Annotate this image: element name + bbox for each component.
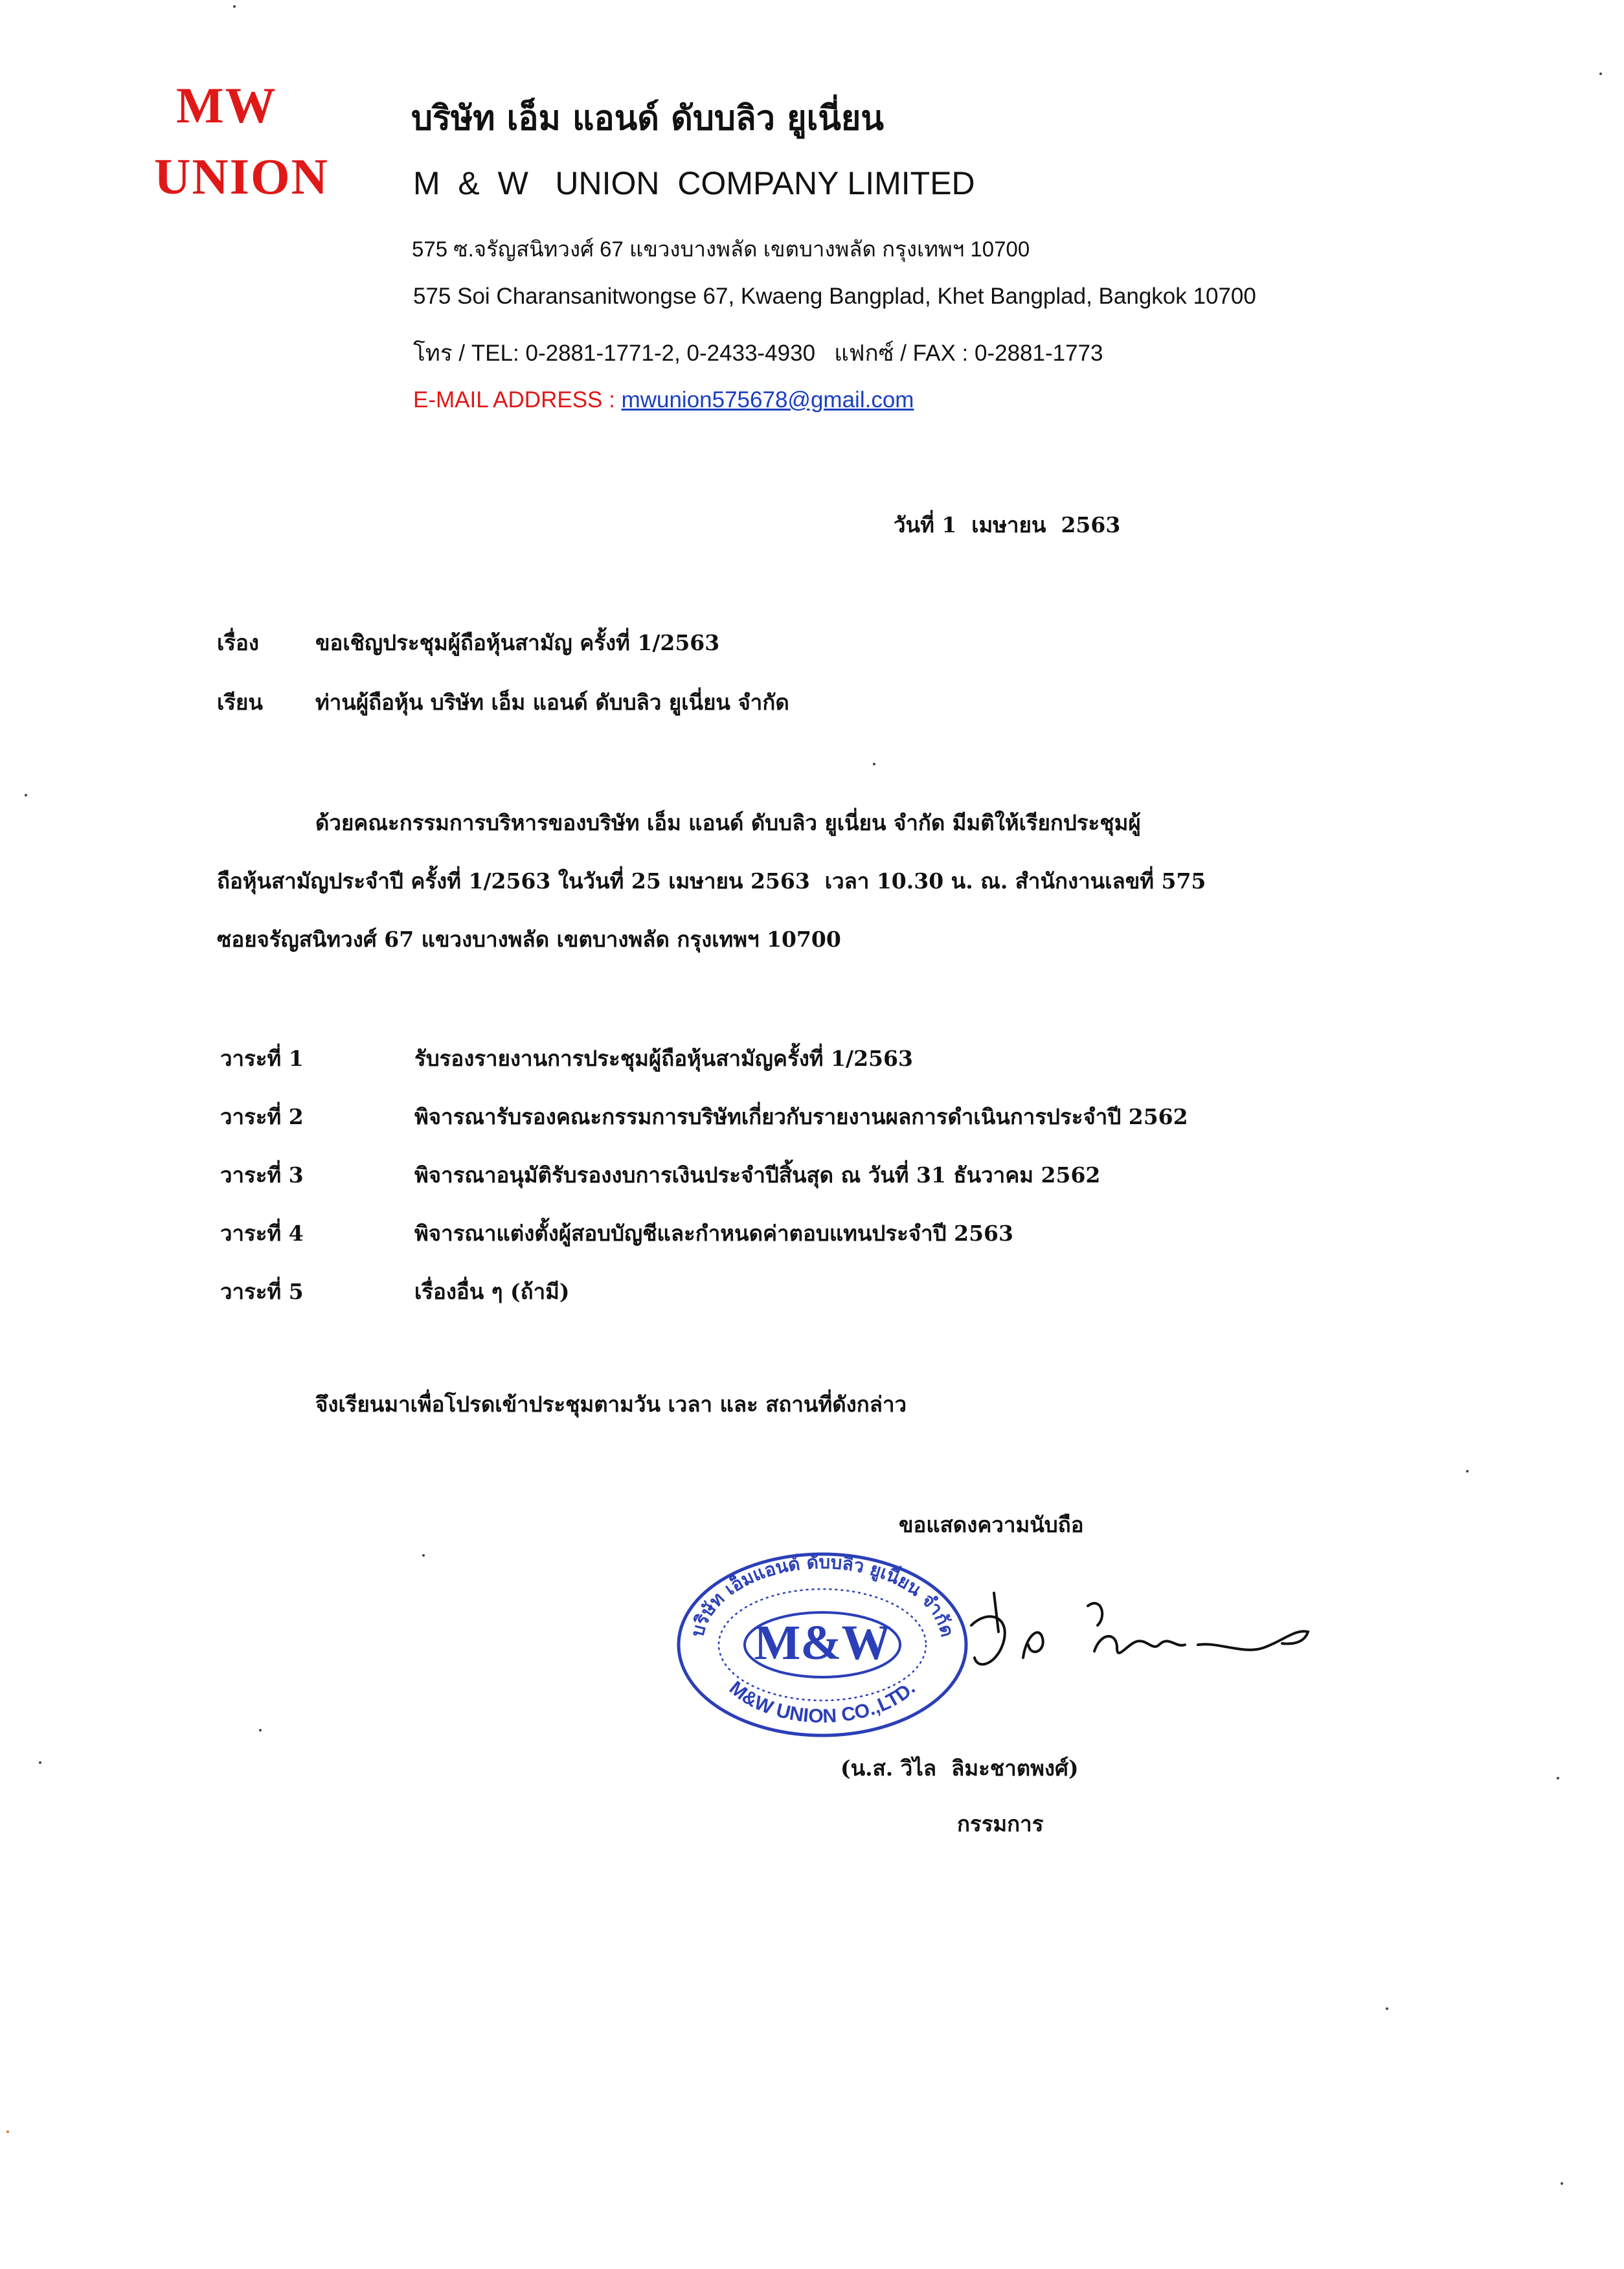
scan-speck xyxy=(1466,1470,1469,1473)
scan-speck xyxy=(259,1729,262,1732)
logo-mw: MW xyxy=(176,77,277,133)
agenda-text: รับรองรายงานการประชุมผู้ถือหุ้นสามัญครั้งที่ 1/2563 xyxy=(414,1046,913,1071)
agenda-text: พิจารณารับรองคณะกรรมการบริษัทเกี่ยวกับรายงานผลการดำเนินการประจำปี 2562 xyxy=(414,1104,1188,1129)
email-label: E-MAIL ADDRESS : xyxy=(413,387,622,412)
closing-line: จึงเรียนมาเพื่อโปรดเข้าประชุมตามวัน เวลา และ สถานที่ดังกล่าว xyxy=(315,1392,907,1417)
address-en: 575 Soi Charansanitwongse 67, Kwaeng Bangplad, Khet Bangplad, Bangkok 10700 xyxy=(413,284,1256,309)
scan-speck xyxy=(1561,2182,1563,2185)
scan-speck xyxy=(873,763,875,765)
scan-speck xyxy=(1557,1777,1559,1779)
stamp-center: M&W xyxy=(754,1616,891,1670)
scan-speck xyxy=(233,5,236,8)
letter-date: วันที่ 1 เมษายน 2563 xyxy=(894,512,1121,537)
stamp-ring-bottom: M&W UNION CO.,LTD. xyxy=(725,1677,919,1728)
agenda-label: วาระที่ 2 xyxy=(220,1104,304,1129)
scan-speck xyxy=(39,1761,41,1764)
signature xyxy=(958,1580,1321,1690)
subject-text: ขอเชิญประชุมผู้ถือหุ้นสามัญ ครั้งที่ 1/2563 xyxy=(315,630,720,655)
agenda-text: พิจารณาอนุมัติรับรองงบการเงินประจำปีสิ้นสุด ณ วันที่ 31 ธันวาคม 2562 xyxy=(414,1162,1101,1188)
phone-line: โทร / TEL: 0-2881-1771-2, 0-2433-4930 แฟกซ์ / FAX : 0-2881-1773 xyxy=(413,341,1103,366)
scan-speck xyxy=(1599,73,1602,75)
scan-speck xyxy=(25,794,27,796)
body-line-1: ด้วยคณะกรรมการบริหารของบริษัท เอ็ม แอนด์ ดับบลิว ยูเนี่ยน จำกัด มีมติให้เรียกประชุมผู้ xyxy=(315,810,1141,835)
company-name-en: M & W UNION COMPANY LIMITED xyxy=(413,165,975,201)
email-line xyxy=(413,387,914,413)
scan-speck xyxy=(6,2130,9,2133)
email-link[interactable]: mwunion575678@gmail.com xyxy=(621,387,914,412)
address-th: 575 ซ.จรัญสนิทวงศ์ 67 แขวงบางพลัด เขตบางพลัด กรุงเทพฯ 10700 xyxy=(412,237,1030,261)
subject-label: เรื่อง xyxy=(217,630,259,655)
body-line-2: ถือหุ้นสามัญประจำปี ครั้งที่ 1/2563 ในวันที่ 25 เมษายน 2563 เวลา 10.30 น. ณ. สำนักงานเลขที่ 575 xyxy=(217,868,1206,894)
agenda-label: วาระที่ 1 xyxy=(220,1046,304,1071)
agenda-label: วาระที่ 5 xyxy=(220,1279,304,1304)
scan-speck xyxy=(1386,2007,1388,2010)
logo-union: UNION xyxy=(154,148,330,205)
agenda-text: พิจารณาแต่งตั้งผู้สอบบัญชีและกำหนดค่าตอบแทนประจำปี 2563 xyxy=(414,1221,1013,1246)
to-label: เรียน xyxy=(217,690,263,715)
signer-title: กรรมการ xyxy=(957,1811,1044,1836)
agenda-text: เรื่องอื่น ๆ (ถ้ามี) xyxy=(414,1279,570,1304)
company-name-th: บริษัท เอ็ม แอนด์ ดับบลิว ยูเนี่ยน xyxy=(411,98,884,138)
regards-text: ขอแสดงความนับถือ xyxy=(899,1512,1084,1537)
signer-name: (น.ส. วิไล ลิมะชาตพงศ์) xyxy=(840,1755,1079,1781)
company-stamp xyxy=(673,1548,971,1742)
scan-speck xyxy=(422,1554,425,1557)
agenda-label: วาระที่ 4 xyxy=(220,1221,304,1246)
stamp-ring-top: บริษัท เอ็มแอนด์ ดับบลิว ยูเนี่ยน จำกัด xyxy=(686,1551,958,1640)
body-line-3: ซอยจรัญสนิทวงศ์ 67 แขวงบางพลัด เขตบางพลัด กรุงเทพฯ 10700 xyxy=(217,927,841,952)
agenda-label: วาระที่ 3 xyxy=(220,1162,304,1188)
to-text: ท่านผู้ถือหุ้น บริษัท เอ็ม แอนด์ ดับบลิว ยูเนี่ยน จำกัด xyxy=(315,690,789,715)
